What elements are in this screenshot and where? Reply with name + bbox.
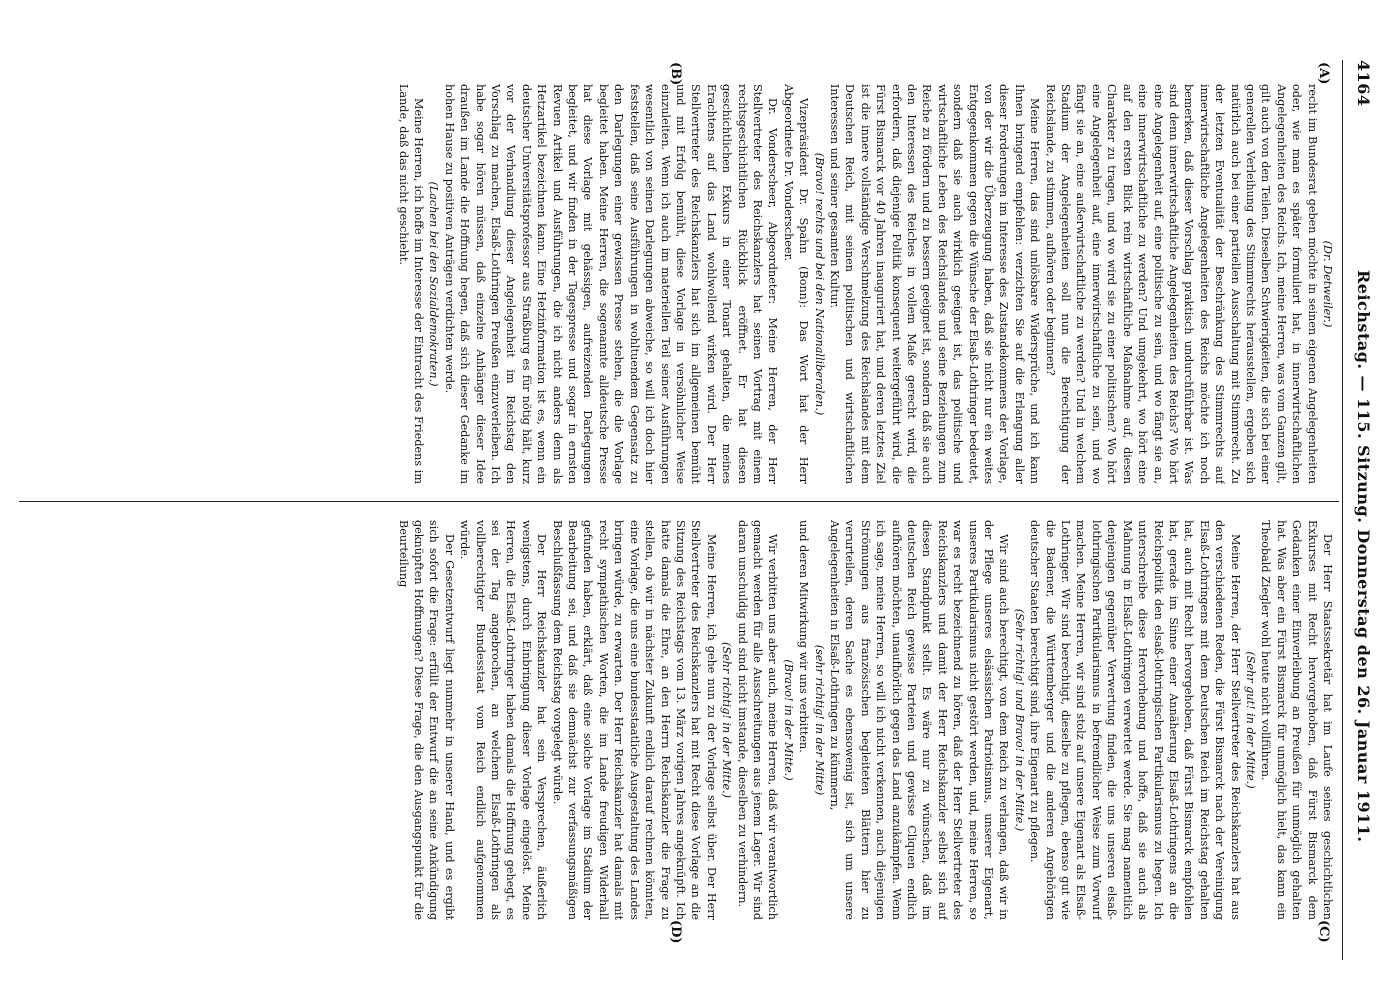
- paragraph: Meine Herren, das sind unlösbare Widersprüche, und ich kann Ihnen bringend empfehlen: verzichten Sie auf die Erlangung aller dieser Forderungen im Interesse des Zustandekommens der Vorlage, von der wir die Überzeugung haben, daß sie nicht nur ein weites Entgegenkommen gegen die Wünsche der Elsaß-Lothringer bedeutet, sondern daß sie auch wirklich geeignet ist, das politische und wirtschaftliche Leben des Reichslandes und seine Beziehungen zum Reiche zu fördern und zu bessern geeignet ist, sondern daß sie auch den Interessen des Reiches in vollem Maße gerecht wird, die erfordern, daß diejenige Politik konsequent weitergeführt wird, die Fürst Bismarck vor 40 Jahren inauguriert hat, und deren letztes Ziel ist die innere vollständige Verschmelzung des Reichslandes mit dem Deutschen Reich, mit seinen politischen und wirtschaftlichen Interessen und seiner gesamten Kultur.: [828, 84, 1042, 484]
- right-column: [35, 520, 1335, 920]
- paragraph: recht im Bundesrat geben möchte in seinen eigenen Angelegenheiten oder, wie man es später formuliert hat, in innerwirtschaftlichen Angelegenheiten des Reichs. Ich, meine Herren, was vom Ganzen gilt, gilt auch von den Teilen. Dieselben Schwierigkeiten, die sich bei einer generellen Verleihung des Stimmrechts herausstellen, ergeben sich natürlich auch bei einer partiellen Ausschaltung mit Stimmrecht. Zu der letzten Eventualität der Beschränkung des Stimmrechts auf innerwirtschaftliche Angelegenheiten des Reichs möchte ich noch bemerken, daß dieser Vorschlag praktisch undurchführbar ist. Was sind denn innerwirtschaftliche Angelegenheiten des Reichs? Wo hört eine Angelegenheit auf, eine politische zu sein, und wo fängt sie an, eine innerwirtschaftliche zu werden? Und umgekehrt, wo hört eine auf den ersten Blick rein wirtschaftliche Maßnahme auf, diesen Charakter zu tragen, und wo wird sie zu einer politischen? Wo hört eine Angelegenheit auf, eine innerwirtschaftliche zu sein, und wo fängt sie an, eine außerwirtschaftliche zu werden? Und in welchem Stadium der Angelegenheiten soll nun die Berechtigung der Reichslande, zu stimmen, aufhören oder beginnen?: [1043, 84, 1319, 484]
- paragraph: Der Herr Staatssekretär hat im Laufe seines geschichtlichen Exkurses mit Recht hervorgehoben, daß Fürst Bismarck dem Gedanken einer Einverleibung an Preußen für unmöglich gehalten hat. Was aber ein Fürst Bismarck für unmöglich hielt, das kann ein Theobald Ziegler wohl heute nicht vollführen.: [1259, 520, 1334, 920]
- paragraph: Meine Herren, ich hoffe im Interesse der Eintracht des Friedens im Lande, daß das nicht geschieht.: [396, 84, 426, 484]
- paragraph: Wir sind auch berechtigt, von dem Reich zu verlangen, daß wir in der Pflege unseres elsässischen Patriotismus, unserer Eigenart, unseres Partikularismus nicht gestört werden, und, meine Herren, so war es recht bezeichnend zu hören, daß der Herr Stellvertreter des Reichskanzlers und damit der Herr Reichskanzler selbst sich auf diesen Standpunkt stellt. Es wäre nur zu wünschen, daß im deutschen Reich gewisse Parteien und gewisse Cliquen endlich aufhören möchten, unaufhörlich gegen das Land anzukämpfen. Wenn ich sage, meine Herren, so will ich nicht verkennen, auch diejenigen Strömungen aus französischen begleiteten Blättern hier zu verurteilen, deren Sache es ebensowenig ist, sich um unsere Angelegenheiten in Elsaß-Lothringen zu kümmern,: [828, 520, 1011, 920]
- paragraph: Dr. Vonderscheer, Abgeordneter: Meine Herren, der Herr Stellvertreter des Reichskanzlers hat seinen Vortrag mit einem rechtsgeschichtlichen Rückblick eröffnet. Er hat diesen geschichtlichen Exkurs in einer Tonart gehalten, die meines Erachtens auf das Land wohlwollend wirken wird. Der Herr Stellvertreter des Reichskanzlers hat sich im allgemeinen bemüht und mit Erfolg bemüht, diese Vorlage in versöhnlicher Weise einzuleiten. Wenn ich auch im materiellen Teil seiner Ausführungen wesentlich von seinen Darlegungen abweiche, so will ich doch hier feststellen, daß seine Ausführungen in wohltuendem Gegensatz zu den Darlegungen einer gewissen Presse stehen, die die Vorlage begleitet haben. Meine Herren, die sogenannte alldeutsche Presse hat diese Vorlage mit gehässigen, aufreizenden Darlegungen begleitet, und wir finden in der Tagespresse und sogar in ernsten Revuen Artikel und Ausführungen, die ich nicht anders denn als Hetzartikel bezeichnen kann. Eine Hetzinformation ist es, wenn ein deutscher Universitätsprofessor aus Straßburg es für nötig hält, kurz vor der Verhandlung dieser Angelegenheit im Reichstag den Vorschlag zu machen, Elsaß-Lothringen Preußen einzuverleiben. Ich habe sogar hören müssen, daß einzelne Anhänger dieser Idee draußen im Lande die Hoffnung hegen, daß sich dieser Gedanke im hohen Hause zu positiven Anträgen verdichten werde.: [442, 84, 780, 484]
- paragraph: und deren Mitwirkung wir uns verbitten.: [797, 520, 811, 753]
- stage-direction: (sehr richtig! in der Mitte): [812, 644, 826, 796]
- stage-direction: (Sehr gut! in der Mitte.): [1243, 651, 1257, 789]
- stage-direction: (Sehr richtig! in der Mitte.): [720, 641, 734, 799]
- column-divider: [19, 501, 1339, 502]
- page-title: Reichstag. — 115. Sitzung. Donnerstag den 26. Januar 1911.: [1354, 270, 1373, 843]
- paragraph: Der Herr Reichskanzler hat sein Versprechen, äußerlich wenigstens, durch Einbringung dieser Vorlage eingelöst. Meine Herren, die Elsaß-Lothringer haben damals die Hoffnung gehegt, es sei der Tag angebrochen, an welchem Elsaß-Lothringen als vollberechtigter Bundesstaat vom Reich endlich aufgenommen würde.: [458, 520, 549, 920]
- left-column: [35, 84, 1335, 484]
- margin-mark-a: (A): [1316, 62, 1331, 85]
- paragraph: Meine Herren, der Herr Stellvertreter des Reichskanzlers hat aus den verschiedenen Reden, die Fürst Bismarck nach der Vereinigung Elsaß-Lothringens mit dem Deutschen Reich im Reichstag gehalten hat, auch mit Recht hervorgehoben, daß Fürst Bismarck empfohlen hat, gerade im Sinne einer Annäherung Elsaß-Lothringens an die Reichspolitik den elsaß-lothringischen Partikularismus zu hegen. Ich unterschreibe diese Hervorhebung und hoffe, daß sie auch als Mahnung in Elsaß-Lothringen verwertet werde. Sie mag namentlich denjenigen gegenüber Verwertung finden, die uns unseren elsaß-lothringischen Partikularismus in befremdlicher Weise zum Vorwurf machen. Meine Herren, wir sind stolz auf unsere Eigenart als Elsaß-Lothringer. Wir sind berechtigt, dieselbe zu pflegen, ebenso gut wie die Badener, die Württemberger und die anderen Angehörigen deutscher Staaten berechtigt sind, ihre Eigenart zu pflegen.: [1028, 520, 1242, 920]
- stage-direction: (Sehr richtig! und Bravo! in der Mitte.): [1012, 608, 1026, 832]
- margin-mark-c: (C): [1316, 920, 1331, 943]
- paragraph: Wir verbitten uns aber auch, meine Herren, daß wir verantwortlich gemacht werden für alle Ausschreitungen aus jenem Lager. Wir sind daran unschuldig und sind nicht imstande, dieselben zu verhindern.: [735, 520, 780, 920]
- page-number: 4164: [1354, 60, 1373, 107]
- header-rule: [1342, 60, 1343, 960]
- stage-direction: (Lachen bei den Sozialdemokraten.): [427, 181, 441, 387]
- stage-direction: (Bravo! in der Mitte.): [781, 659, 795, 781]
- margin-mark-b: (B): [668, 62, 683, 86]
- stage-direction: (Bravo! rechts und bei den Nationalliberalen.): [812, 152, 826, 416]
- paragraph: Der Gesetzentwurf liegt nunmehr in unserer Hand, und es ergibt sich sofort die Frage: erfüllt der Entwurf die an seine Ankündigung geknüpften Hoffnungen? Diese Frage, die den Ausgangspunkt für die Beurteilung: [396, 520, 456, 920]
- page-header: [1349, 60, 1375, 960]
- paragraph: Meine Herren, ich gehe nun zu der Vorlage selbst über. Der Herr Stellvertreter des Reichskanzlers hat mit Recht diese Vorlage an die Sitzung des Reichstags vom 13. März vorigen Jahres angeknüpft. Ich hatte damals die Ehre, an den Herrn Reichskanzler die Frage zu stellen, ob wir in nächster Zukunft endlich darauf rechnen könnten, eine Vorlage, die uns eine bundesstaatliche Ausgestaltung des Landes bringen würde, zu erwarten. Der Herr Reichskanzler hat damals mit recht sympathischen Worten, die im Lande freudigen Widerhall gefunden haben, erklärt, daß eine solche Vorlage im Stadium der Bearbeitung sei, und daß sie demnächst zur verfassungsmäßigen Beschlußfassung dem Reichstag vorgelegt würde.: [550, 520, 718, 920]
- margin-mark-d: (D): [668, 920, 683, 944]
- stage-direction: (Dr. Detweiler.): [1321, 240, 1334, 328]
- paragraph: Vizepräsident Dr. Spahn (Bonn): Das Wort hat der Herr Abgeordnete Dr. Vonderscheer.: [781, 84, 811, 484]
